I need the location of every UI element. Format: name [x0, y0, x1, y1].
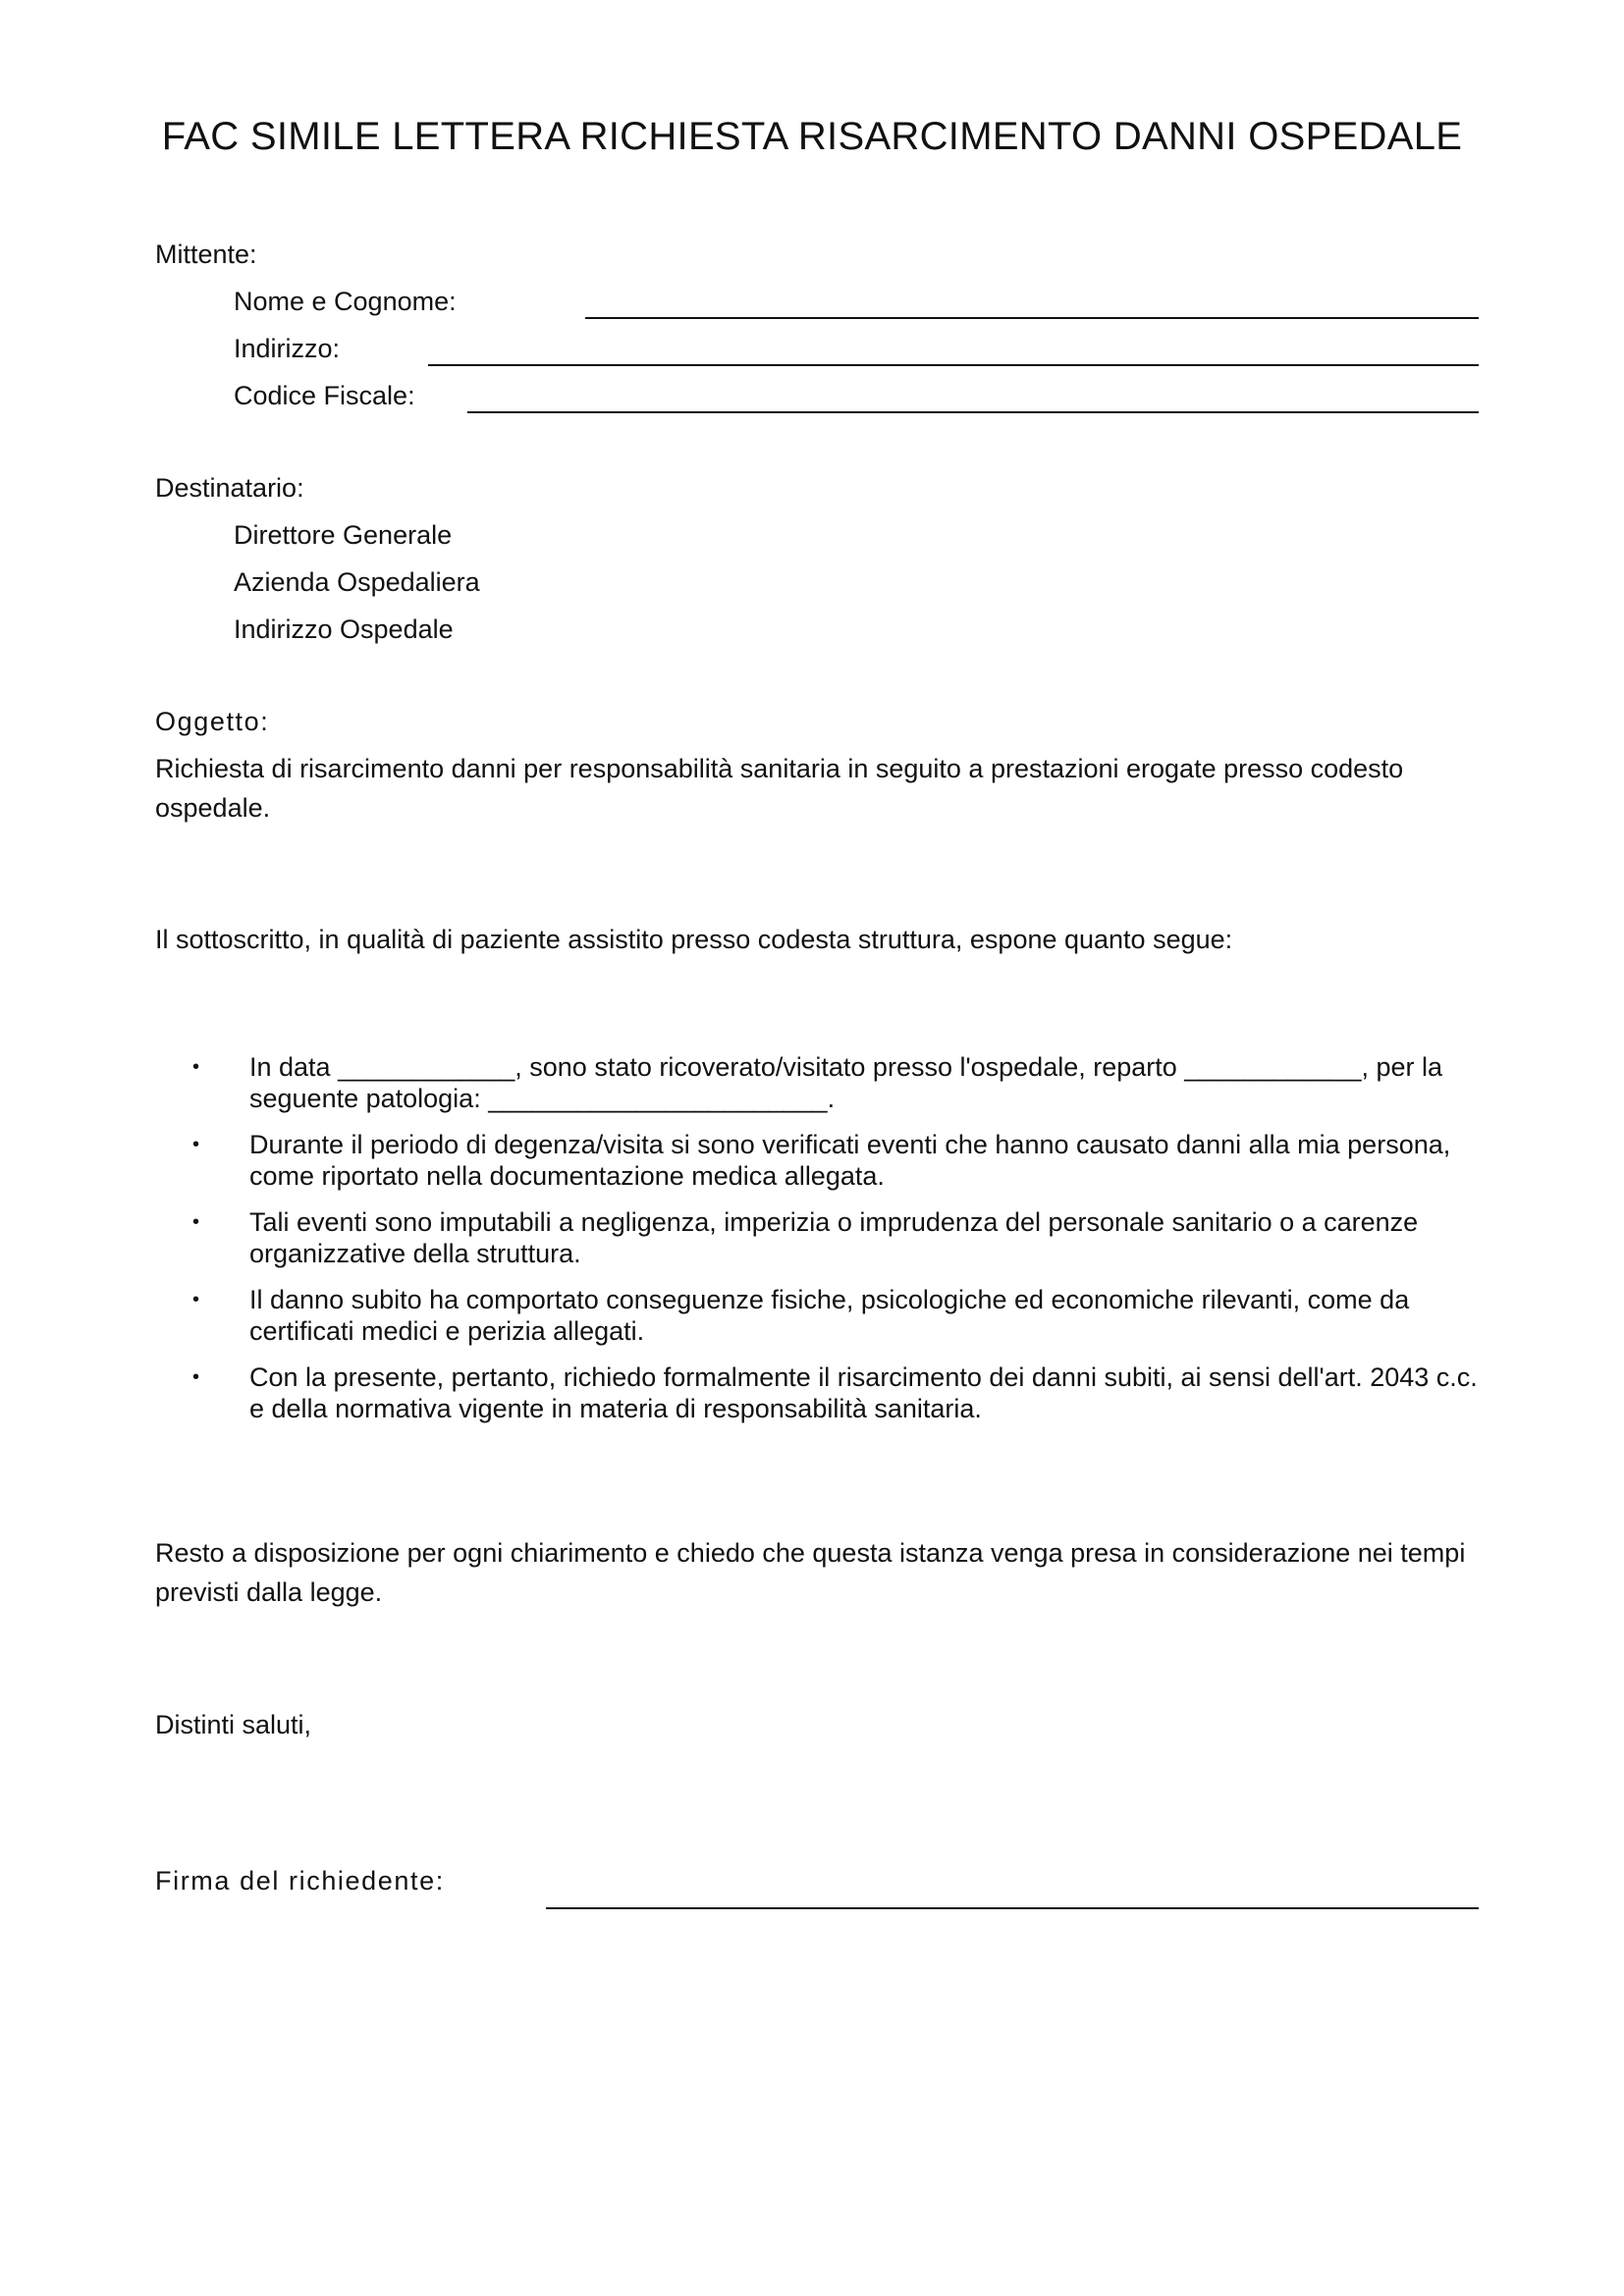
signature-field[interactable] — [546, 1907, 1479, 1909]
list-item — [192, 1284, 1498, 1347]
recipient-line-2: Azienda Ospedaliera — [234, 567, 480, 597]
intro-paragraph: Il sottoscritto, in qualità di paziente assistito presso codesta struttura, espone quanto segue: — [155, 925, 1233, 954]
bullet-icon: • — [192, 1056, 200, 1078]
list-item-text: Tali eventi sono imputabili a negligenza, imperizia o imprudenza del personale sanitario o a carenze organizzative della struttura. — [249, 1207, 1419, 1268]
list-item — [192, 1206, 1498, 1269]
subject-heading: Oggetto: — [155, 707, 270, 736]
sender-tax-code-label: Codice Fiscale: — [234, 381, 415, 410]
subject-text: Richiesta di risarcimento danni per responsabilità sanitaria in seguito a prestazioni erogate presso codesto ospedale. — [155, 754, 1404, 823]
recipient-line-1: Direttore Generale — [234, 520, 453, 550]
list-item — [192, 1362, 1498, 1424]
salutation: Distinti saluti, — [155, 1710, 312, 1739]
bullet-icon: • — [192, 1211, 200, 1233]
bullet-icon: • — [192, 1366, 200, 1388]
bullet-icon: • — [192, 1289, 200, 1310]
document-title: FAC SIMILE LETTERA RICHIESTA RISARCIMENTO DANNI OSPEDALE — [161, 115, 1463, 158]
recipient-line-3: Indirizzo Ospedale — [234, 614, 454, 644]
list-item-text: In data ____________, sono stato ricoverato/visitato presso l'ospedale, reparto ____________, per la seguente patologia: _______________________. — [249, 1052, 1443, 1113]
list-item-text: Durante il periodo di degenza/visita si sono verificati eventi che hanno causato danni alla mia persona, come riportato nella documentazione medica allegata. — [249, 1130, 1451, 1191]
recipient-heading: Destinatario: — [155, 473, 304, 503]
list-item-text: Il danno subito ha comportato conseguenze fisiche, psicologiche ed economiche rilevanti, come da certificati medici e perizia allegati. — [249, 1285, 1410, 1346]
signature-label: Firma del richiedente: — [155, 1866, 445, 1896]
sender-name-label: Nome e Cognome: — [234, 287, 457, 316]
sender-tax-code-field[interactable] — [467, 411, 1479, 413]
list-item — [192, 1129, 1498, 1192]
closing-paragraph: Resto a disposizione per ogni chiarimento e chiedo che questa istanza venga presa in considerazione nei tempi previsti dalla legge. — [155, 1538, 1466, 1607]
list-item — [192, 1051, 1498, 1114]
list-item-text: Con la presente, pertanto, richiedo formalmente il risarcimento dei danni subiti, ai sensi dell'art. 2043 c.c. e della normativa vigente in materia di responsabilità sanitaria. — [249, 1362, 1478, 1423]
sender-name-field[interactable] — [585, 317, 1479, 319]
sender-heading: Mittente: — [155, 240, 257, 269]
facts-list — [192, 1051, 1498, 1439]
bullet-icon: • — [192, 1134, 200, 1155]
sender-address-label: Indirizzo: — [234, 334, 341, 363]
sender-address-field[interactable] — [428, 364, 1479, 366]
